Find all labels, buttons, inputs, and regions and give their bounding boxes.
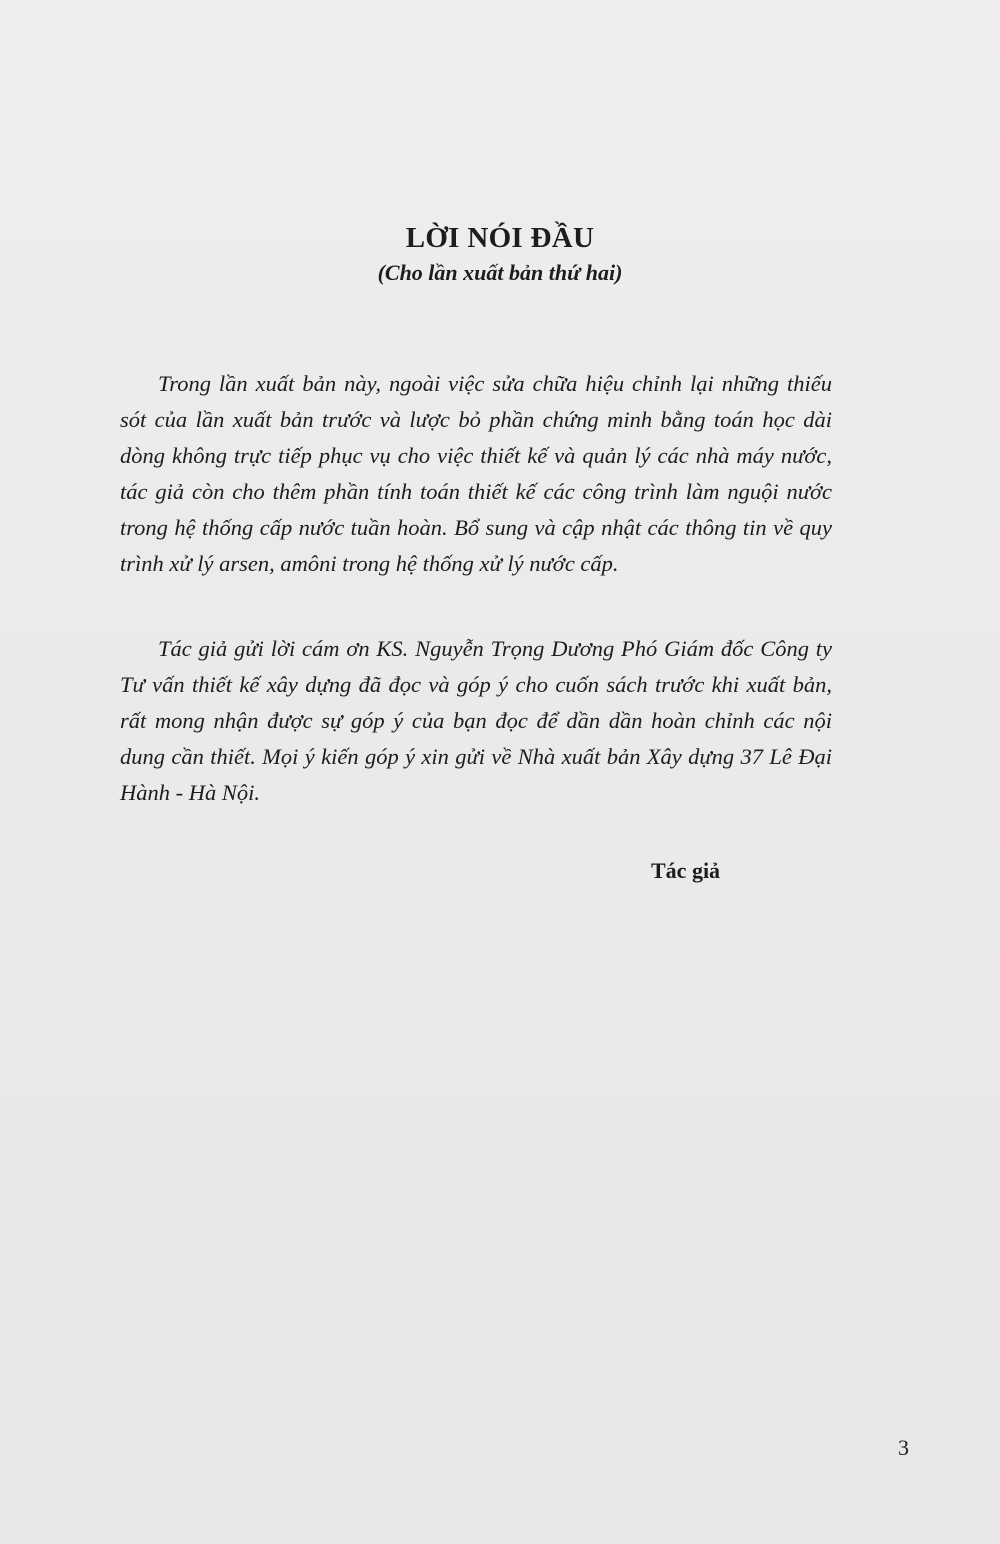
paragraph-1-block: [120, 366, 832, 582]
page-title: LỜI NÓI ĐẦU: [405, 222, 595, 254]
page-subtitle: (Cho lần xuất bản thứ hai): [377, 260, 623, 285]
page-number: 3: [898, 1435, 909, 1460]
paragraph-1: Trong lần xuất bản này, ngoài việc sửa chữa hiệu chỉnh lại những thiếu sót của lần xuất bản trước và lược bỏ phần chứng minh bằng toán học dài dòng không trực tiếp phục vụ cho việc thiết kế và quản lý các nhà máy nước, tác giả còn cho thêm phần tính toán thiết kế các công trình làm nguội nước trong hệ thống cấp nước tuần hoàn. Bổ sung và cập nhật các thông tin về quy trình xử lý arsen, amôni trong hệ thống xử lý nước cấp.: [120, 371, 832, 576]
author-signature: Tác giả: [651, 858, 721, 883]
paragraph-2-block: [120, 631, 832, 811]
paragraph-2: Tác giả gửi lời cám ơn KS. Nguyễn Trọng Dương Phó Giám đốc Công ty Tư vấn thiết kế xây dựng đã đọc và góp ý cho cuốn sách trước khi xuất bản, rất mong nhận được sự góp ý của bạn đọc để dần dần hoàn chỉnh các nội dung cần thiết. Mọi ý kiến góp ý xin gửi về Nhà xuất bản Xây dựng 37 Lê Đại Hành - Hà Nội.: [120, 636, 832, 805]
